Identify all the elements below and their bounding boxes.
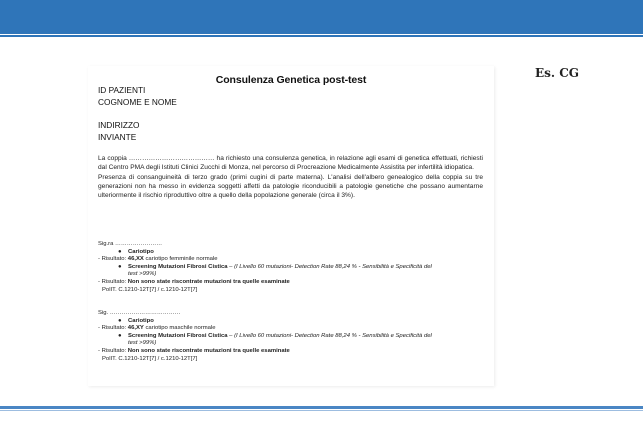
female-cf-screening-cont: test >99%)	[128, 271, 157, 278]
female-cf-result-value: Non sono state riscontrate mutazioni tra quelle esaminate	[127, 278, 290, 285]
female-karyotype-label: Cariotipo	[128, 248, 154, 255]
patient-id-label: ID PAZIENTI	[98, 85, 146, 95]
male-karyotype-label: Cariotipo	[128, 317, 154, 324]
slide-top-divider	[0, 35, 643, 37]
bullet-icon: ●	[118, 248, 122, 255]
female-cf-result: - Risultato: Non sono state riscontrate mutazioni tra quelle esaminate	[98, 278, 290, 285]
female-cf-screening-label: Screening Mutazioni Fibrosi Cistica	[128, 263, 228, 270]
referrer-label: INVIANTE	[98, 132, 137, 142]
male-karyotype-value: 46,XY	[127, 325, 144, 332]
document-title: Consulenza Genetica post-test	[215, 74, 367, 86]
female-section	[98, 241, 488, 294]
male-cf-result: - Risultato: Non sono state riscontrate mutazioni tra quelle esaminate	[98, 347, 290, 354]
female-karyotype-result: - Risultato: 46,XX cariotipo femminile normale	[98, 256, 218, 263]
female-cf-screening-item: ● Screening Mutazioni Fibrosi Cistica – (I Livello 60 mutazioni- Detection Rate 88,24 % - Sensibilità e Specificità del	[118, 263, 432, 270]
report-body	[98, 155, 483, 202]
slide-bottom-divider-thin	[0, 410, 643, 411]
address-label: INDIRIZZO	[98, 120, 140, 130]
female-karyotype-value: 46,XX	[127, 256, 144, 263]
slide-bottom-divider	[0, 406, 643, 409]
male-karyotype-result: - Risultato: 46,XY cariotipo maschile normale	[98, 325, 216, 332]
female-polyt: PolIT. C.1210-12T[7] / c.1210-12T[7]	[102, 286, 198, 293]
male-karyotype-item	[98, 318, 488, 326]
male-polyt: PolIT. C.1210-12T[7] / c.1210-12T[7]	[102, 355, 198, 362]
male-cf-screening-cont: test >99%)	[128, 340, 157, 347]
male-cf-screening-item: ● Screening Mutazioni Fibrosi Cistica – (I Livello 60 mutazioni- Detection Rate 88,24 % - Sensibilità e Specificità del	[118, 332, 432, 339]
female-heading: Sig.ra ……………………	[98, 241, 163, 247]
bullet-icon: ●	[118, 332, 122, 339]
paragraph-consanguinity: Presenza di consanguineità di terzo grado (primi cugini di parte materna). L'analisi dell'albero genealogico della coppia su tre generazioni non ha messo in evidenza soggetti affetti da patologie riconducibili a patologie genetiche che possano aumentarne ulteriormente il rischio riproduttivo oltre a quello della popolazione generale (circa il 3%).	[98, 173, 483, 199]
patient-name-label: COGNOME E NOME	[98, 97, 177, 107]
document-page	[88, 66, 494, 386]
male-cf-screening-label: Screening Mutazioni Fibrosi Cistica	[128, 332, 228, 339]
female-karyotype-item	[98, 249, 488, 257]
bullet-icon: ●	[118, 317, 122, 324]
paragraph-request: La coppia ………………………………… ha richiesto una consulenza genetica, in relazione agli esami di genetica effettuati, richiesti dal Centro PMA degli Istituti Clinici Zucchi di Monza, nel percorso di Procreazione Medicalmente Assistita per infertilità idiopatica.	[98, 155, 483, 171]
slide-top-bar	[0, 0, 643, 34]
male-heading: Sig. ………………………………	[98, 310, 181, 316]
bullet-icon: ●	[118, 263, 122, 270]
male-cf-result-value: Non sono state riscontrate mutazioni tra quelle esaminate	[127, 347, 290, 354]
slide-label: Es. CG	[535, 66, 580, 80]
male-section	[98, 310, 488, 363]
